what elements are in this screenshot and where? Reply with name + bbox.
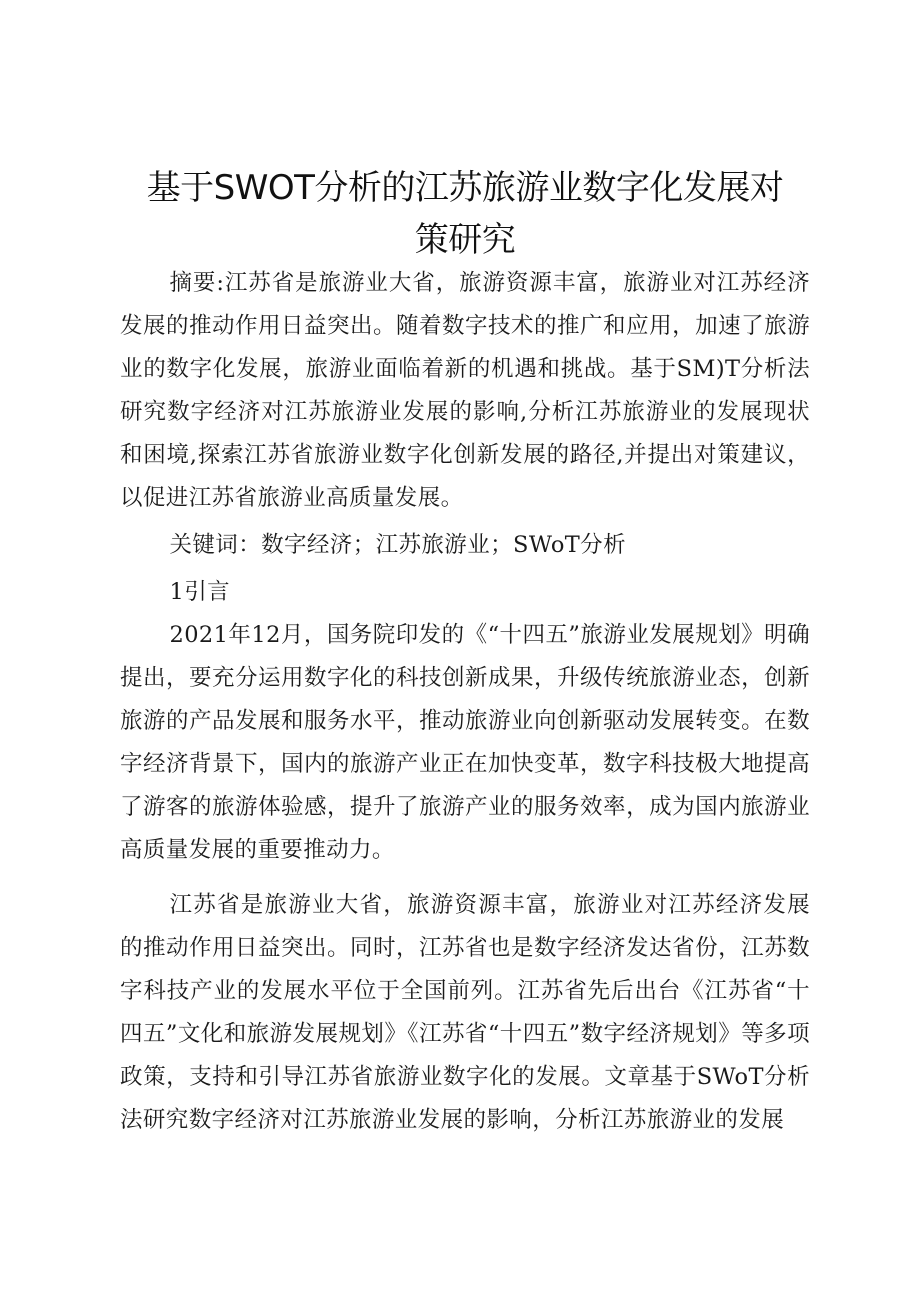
abstract-paragraph: 摘要:江苏省是旅游业大省，旅游资源丰富，旅游业对江苏经济发展的推动作用日益突出。随着数字技术的推广和应用，加速了旅游业的数字化发展，旅游业面临着新的机遇和挑战。基于SM)T分析法研究数字经济对江苏旅游业发展的影响,分析江苏旅游业的发展现状和困境,探索江苏省旅游业数字化创新发展的路径,并提出对策建议，以促进江苏省旅游业高质量发展。 [120, 270, 810, 511]
document-body [120, 262, 810, 1142]
document-title-line-2: 策研究 [414, 220, 516, 260]
document-title-line-1: 基于SWOT分析的江苏旅游业数字化发展对 [146, 168, 784, 208]
body-paragraph-2: 江苏省是旅游业大省，旅游资源丰富，旅游业对江苏经济发展的推动作用日益突出。同时，江苏省也是数字经济发达省份，江苏数字科技产业的发展水平位于全国前列。江苏省先后出台《江苏省“十四五”文化和旅游发展规划》《江苏省“十四五”数字经济规划》等多项政策，支持和引导江苏省旅游业数字化的发展。文章基于SWoT分析法研究数字经济对江苏旅游业发展的影响，分析江苏旅游业的发展 [120, 892, 810, 1133]
body-paragraph-1: 2021年12月，国务院印发的《“十四五”旅游业发展规划》明确提出，要充分运用数字化的科技创新成果，升级传统旅游业态，创新旅游的产品发展和服务水平，推动旅游业向创新驱动发展转变。在数字经济背景下，国内的旅游产业正在加快变革，数字科技极大地提高了游客的旅游体验感，提升了旅游产业的服务效率，成为国内旅游业高质量发展的重要推动力。 [120, 622, 810, 863]
section-heading: 1引言 [169, 579, 231, 605]
keywords-line: 关键词：数字经济；江苏旅游业；SWoT分析 [169, 532, 626, 558]
